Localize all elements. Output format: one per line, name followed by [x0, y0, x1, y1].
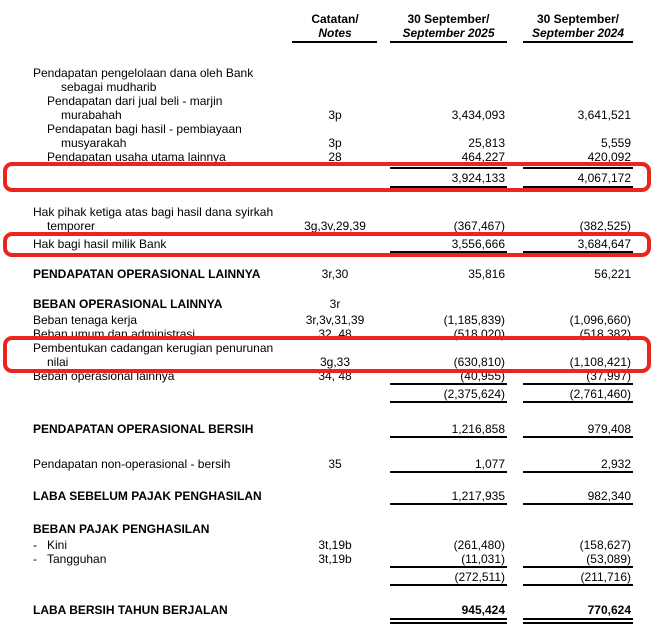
statement-rows: [0, 66, 658, 624]
value-2024: 2,932: [523, 457, 633, 473]
header-label-spacer: [0, 12, 290, 43]
row-note: 28: [328, 150, 342, 164]
value-2024: 3,684,647: [523, 237, 633, 253]
value-2025: 464,227: [461, 150, 505, 164]
row-note: 3p: [328, 136, 342, 150]
table-row: [0, 422, 658, 438]
row-note: 3r,30: [321, 267, 349, 281]
value-2025: (518,020): [453, 327, 505, 341]
spacer: [0, 253, 658, 267]
table-row: [0, 122, 658, 136]
row-label: PENDAPATAN OPERASIONAL BERSIH: [33, 422, 254, 436]
value-2025: (11,031): [390, 552, 507, 568]
row-label: temporer: [47, 219, 96, 233]
header-2024-line1: 30 September/: [536, 12, 620, 26]
row-note: 3r,3v,31,39: [305, 313, 365, 327]
value-2024: (158,627): [579, 538, 631, 552]
table-row: [0, 108, 658, 122]
row-note: 3t,19b: [318, 552, 352, 566]
row-label: Beban operasional lainnya: [33, 369, 175, 383]
header-2025-line2: September 2025: [402, 26, 495, 40]
annotation-highlight-box: [0, 237, 658, 253]
row-note: 32, 48: [318, 327, 352, 341]
value-2025: (1,185,839): [443, 313, 505, 327]
annotation-highlight-box: [0, 341, 658, 369]
row-label: murabahah: [61, 108, 122, 122]
table-row: [0, 603, 658, 624]
table-row: [0, 94, 658, 108]
value-2024: 979,408: [523, 422, 633, 438]
value-2025: 1,077: [390, 457, 507, 473]
row-label: Beban umum dan administrasi: [33, 327, 196, 341]
row-label: Pendapatan non-operasional - bersih: [33, 457, 231, 471]
row-label: Pendapatan dari jual beli - marjin: [47, 94, 223, 108]
value-2025: 3,924,133: [390, 167, 507, 188]
value-2025: (2,375,624): [390, 387, 507, 403]
value-2024: 4,067,172: [523, 167, 633, 188]
value-2025: 3,556,666: [390, 237, 507, 253]
row-note: 35: [328, 457, 342, 471]
row-label: Pendapatan usaha utama lainnya: [47, 150, 226, 164]
table-row: [0, 205, 658, 219]
table-row: [0, 80, 658, 94]
table-row: [0, 552, 658, 568]
value-2025: 1,216,858: [390, 422, 507, 438]
table-row: [0, 297, 658, 311]
value-2024: (382,525): [523, 219, 633, 235]
value-2025: (630,810): [453, 355, 505, 369]
table-row: [0, 313, 658, 327]
value-2024: (2,761,460): [523, 387, 633, 403]
spacer: [0, 505, 658, 522]
spacer: [0, 438, 658, 457]
row-note: 3g,3v,29,39: [304, 219, 366, 233]
annotation-highlight-box: [0, 167, 658, 188]
header-notes-column: [290, 12, 380, 43]
header-2025-line1: 30 September/: [407, 12, 490, 26]
table-row: [0, 150, 658, 164]
row-label: BEBAN PAJAK PENGHASILAN: [33, 522, 210, 536]
value-2025: (272,511): [390, 570, 507, 586]
value-2025: (40,955): [390, 369, 507, 385]
header-2025-rule: [390, 41, 507, 43]
header-notes-line2: Notes: [318, 26, 352, 40]
header-2025-column: [390, 12, 507, 43]
value-2024: 982,340: [523, 489, 633, 505]
value-2024: (53,089): [523, 552, 633, 568]
table-row: [0, 327, 658, 341]
row-note: 3g,33: [319, 355, 351, 369]
table-row: [0, 136, 658, 150]
row-label: nilai: [47, 355, 69, 369]
value-2024: (37,997): [523, 369, 633, 385]
table-row: [0, 522, 658, 536]
header-notes-line1: Catatan/: [311, 12, 359, 26]
row-note: 34, 48: [318, 369, 352, 383]
row-label: LABA BERSIH TAHUN BERJALAN: [33, 603, 228, 617]
value-2025: 945,424: [390, 603, 507, 624]
value-2024: (1,096,660): [569, 313, 631, 327]
value-2024: (518,382): [579, 327, 631, 341]
table-row: [0, 369, 658, 385]
row-label: sebagai mudharib: [61, 80, 157, 94]
row-label: Hak pihak ketiga atas bagi hasil dana syirkah: [33, 205, 274, 219]
value-2024: (1,108,421): [569, 355, 631, 369]
value-2024: 3,641,521: [577, 108, 631, 122]
spacer: [0, 473, 658, 489]
value-2025: 1,217,935: [390, 489, 507, 505]
row-note: 3p: [328, 108, 342, 122]
value-2024: 420,092: [587, 150, 631, 164]
row-note: 3t,19b: [318, 538, 352, 552]
value-2025: 3,434,093: [451, 108, 505, 122]
header-2024-column: [523, 12, 633, 43]
row-label: Hak bagi hasil milik Bank: [33, 237, 167, 251]
value-2024: 5,559: [600, 136, 631, 150]
row-note: 3r: [329, 297, 341, 311]
value-2025: 25,813: [468, 136, 505, 150]
header-2024-rule: [523, 41, 633, 43]
row-label: BEBAN OPERASIONAL LAINNYA: [33, 297, 223, 311]
table-row: [0, 267, 658, 281]
value-2024: (211,716): [523, 570, 633, 586]
spacer: [0, 586, 658, 603]
row-label: - Kini: [33, 538, 68, 552]
table-row: [0, 167, 658, 188]
value-2025: (367,467): [390, 219, 507, 235]
row-label: LABA SEBELUM PAJAK PENGHASILAN: [33, 489, 262, 503]
value-2024: 56,221: [594, 267, 631, 281]
spacer: [0, 188, 658, 205]
header-notes-rule: [292, 41, 377, 43]
table-row: [0, 570, 658, 586]
value-2024: 770,624: [523, 603, 633, 624]
table-header: [0, 12, 658, 43]
row-label: Pendapatan bagi hasil - pembiayaan: [47, 122, 242, 136]
table-row: [0, 457, 658, 473]
spacer: [0, 281, 658, 297]
table-row: [0, 489, 658, 505]
table-row: [0, 387, 658, 403]
table-row: [0, 219, 658, 235]
row-label: Pembentukan cadangan kerugian penurunan: [33, 341, 274, 355]
header-2024-line2: September 2024: [531, 26, 625, 40]
row-label: PENDAPATAN OPERASIONAL LAINNYA: [33, 267, 261, 281]
table-row: [0, 341, 658, 355]
value-2025: (261,480): [453, 538, 505, 552]
table-row: [0, 538, 658, 552]
row-label: Beban tenaga kerja: [33, 313, 138, 327]
spacer: [0, 403, 658, 422]
value-2025: 35,816: [468, 267, 505, 281]
row-label: - Tangguhan: [33, 552, 107, 566]
table-row: [0, 355, 658, 369]
row-label: musyarakah: [61, 136, 127, 150]
table-row: [0, 237, 658, 253]
row-label: Pendapatan pengelolaan dana oleh Bank: [33, 66, 254, 80]
table-row: [0, 66, 658, 80]
